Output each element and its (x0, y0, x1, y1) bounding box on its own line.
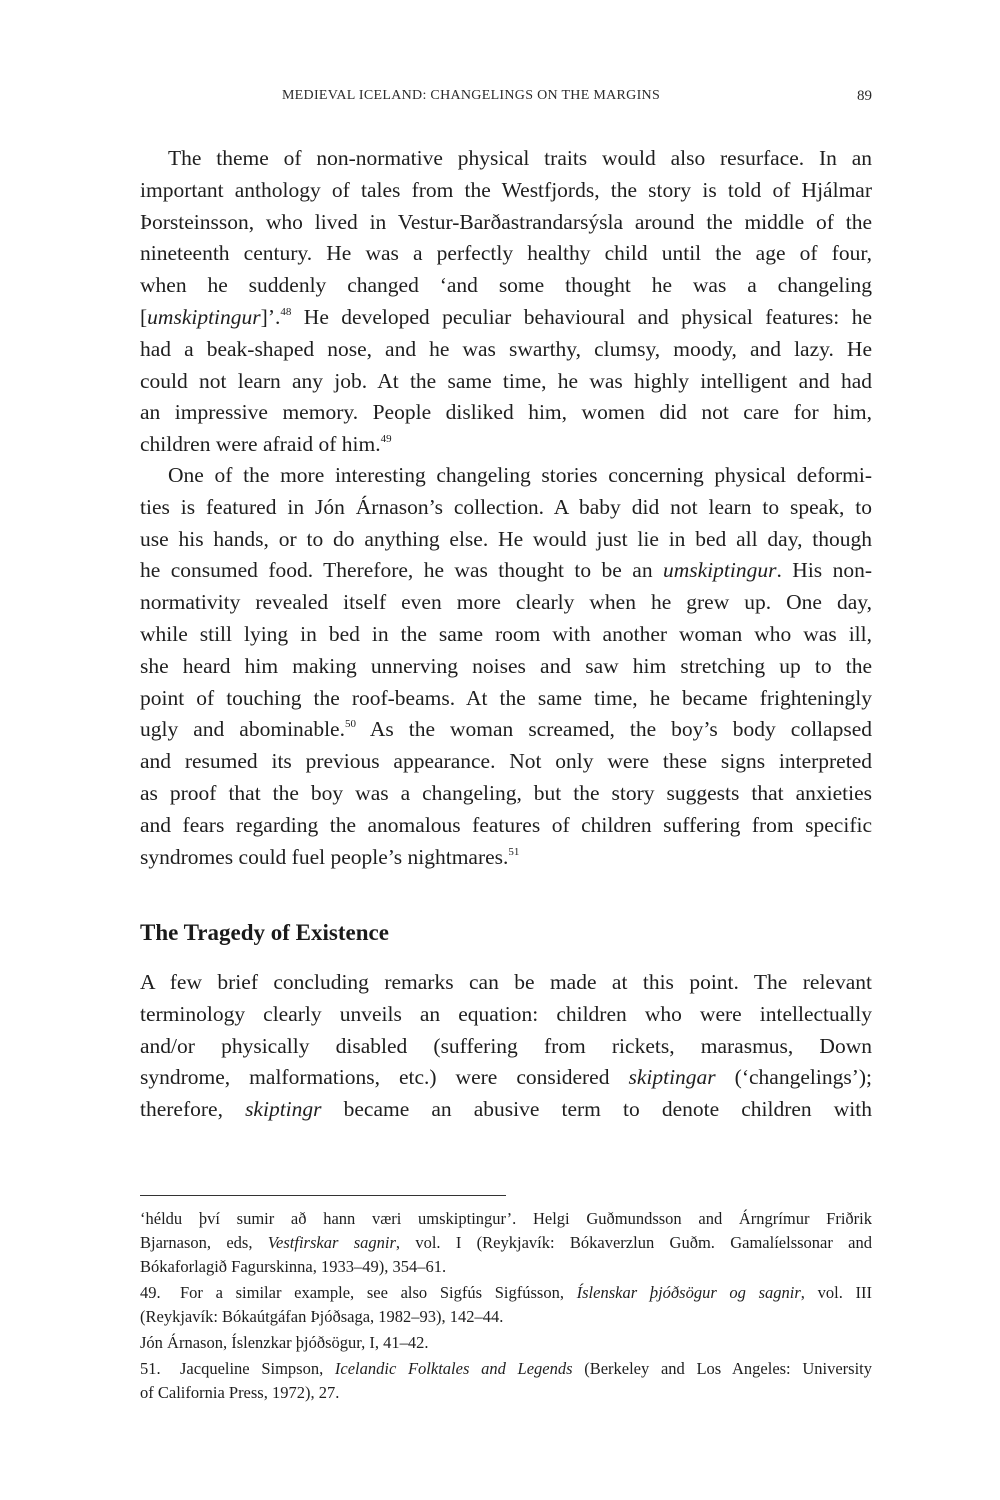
text-line: use his hands, or to do anything else. He would just lie in bed all day, though (140, 526, 872, 551)
paragraph-2 (140, 460, 872, 873)
text-line: she heard him making unnerving noises and saw him stretching up to the (140, 653, 872, 678)
footnote (140, 1331, 872, 1355)
text-line: terminology clearly unveils an equation: children who were intellectually (140, 1001, 872, 1026)
footnote-line: Jón Árnason, Íslenzkar þjóðsögur, I, 41–42. (140, 1333, 429, 1352)
text-line: A few brief concluding remarks can be made at this point. The relevant (140, 970, 872, 994)
text-line: could not learn any job. At the same time, he was highly intelligent and had (140, 368, 872, 393)
italic-term: skiptingr (245, 1097, 322, 1122)
text-line: One of the more interesting changeling stories concerning physical deformi- (168, 463, 872, 487)
italic-term: Icelandic Folktales and Legends (334, 1359, 573, 1378)
footnote-line: 49. For a similar example, see also Sigfús Sigfússon, Íslenskar þjóðsögur og sagnir, vol. III (140, 1281, 872, 1305)
italic-term: skiptingar (628, 1065, 716, 1090)
footnote-line: (Reykjavík: Bókaútgáfan Þjóðsaga, 1982–93), 142–44. (140, 1307, 504, 1326)
text-line: ties is featured in Jón Árnason’s collection. A baby did not learn to speak, to (140, 494, 872, 519)
text-line: syndromes could fuel people’s nightmares.$^{51}$ (140, 844, 520, 869)
running-header (140, 88, 872, 108)
running-head-title: MEDIEVAL ICELAND: CHANGELINGS ON THE MARGINS (281, 88, 661, 103)
footnote-reference[interactable]: 48 (280, 305, 292, 318)
text-line: children were afraid of him.$^{49}$ (140, 432, 392, 457)
text-line: as proof that the boy was a changeling, but the story suggests that anxieties (140, 780, 872, 805)
text-line: ugly and abominable.$^{50}$ As the woman screamed, the boy’s body collapsed (140, 717, 872, 742)
footnote-line: of California Press, 1972), 27. (140, 1383, 340, 1402)
footnote (140, 1357, 872, 1405)
italic-term: Vestfirskar sagnir (267, 1233, 396, 1252)
footnote-line: Bókaforlagið Fagurskinna, 1933–49), 354–61. (140, 1257, 447, 1276)
footnote-reference[interactable]: 51 (508, 845, 520, 858)
footnote-line: ‘héldu því sumir að hann væri umskiptingur’. Helgi Guðmundsson and Árngrímur Friðrik (140, 1209, 872, 1228)
text-line: an impressive memory. People disliked him, women did not care for him, (140, 400, 872, 425)
italic-term: umskiptingur (663, 558, 777, 583)
text-line: therefore, skiptingr became an abusive term to denote children with (140, 1097, 872, 1122)
page-number: 89 (857, 88, 872, 104)
footnote-reference[interactable]: 49 (380, 433, 392, 446)
text-line: and fears regarding the anomalous features of children suffering from specific (140, 812, 872, 837)
paragraph-1 (140, 143, 872, 461)
footnotes (140, 1207, 872, 1405)
footnote (140, 1281, 872, 1329)
section-heading: The Tragedy of Existence (140, 920, 389, 945)
footnote-reference[interactable]: 50 (344, 718, 356, 731)
text-line: The theme of non-normative physical traits would also resurface. In an (168, 146, 872, 170)
text-line: and/or physically disabled (suffering from rickets, marasmus, Down (140, 1033, 872, 1058)
footnote-line: 51. Jacqueline Simpson, Icelandic Folktales and Legends (Berkeley and Los Angeles: University (140, 1357, 872, 1381)
text-line: when he suddenly changed ‘and some thought he was a changeling (140, 273, 872, 298)
text-line: normativity revealed itself even more clearly when he grew up. One day, (140, 590, 872, 615)
footnote-line: Bjarnason, eds, Vestfirskar sagnir, vol. I (Reykjavík: Bókaverzlun Guðm. Gamalíelssonar and (140, 1233, 872, 1252)
footnote-rule (140, 1195, 506, 1196)
italic-term: umskiptingur (147, 304, 261, 329)
section-paragraph (140, 967, 872, 1126)
text-line: had a beak-shaped nose, and he was swarthy, clumsy, moody, and lazy. He (140, 336, 872, 361)
text-line: while still lying in bed in the same room with another woman who was ill, (140, 621, 872, 646)
text-line: and resumed its previous appearance. Not only were these signs interpreted (140, 749, 872, 774)
text-line: [umskiptingur]’.$^{48}$ He developed peculiar behavioural and physical features: he (140, 304, 872, 329)
text-line: he consumed food. Therefore, he was thought to be an umskiptingur. His non- (140, 558, 872, 583)
text-line: point of touching the roof-beams. At the same time, he became frighteningly (140, 685, 872, 710)
text-line: Þorsteinsson, who lived in Vestur-Barðastrandarsýsla around the middle of the (140, 209, 872, 234)
italic-term: Íslenskar þjóðsögur og sagnir (576, 1283, 801, 1302)
text-line: nineteenth century. He was a perfectly healthy child until the age of four, (140, 241, 872, 266)
footnote-number: 51. (140, 1359, 161, 1378)
text-line: important anthology of tales from the Westfjords, the story is told of Hjálmar (140, 177, 872, 202)
footnote-number: 49. (140, 1283, 161, 1302)
text-line: syndrome, malformations, etc.) were considered skiptingar (‘changelings’); (140, 1065, 872, 1090)
footnote (140, 1207, 872, 1279)
